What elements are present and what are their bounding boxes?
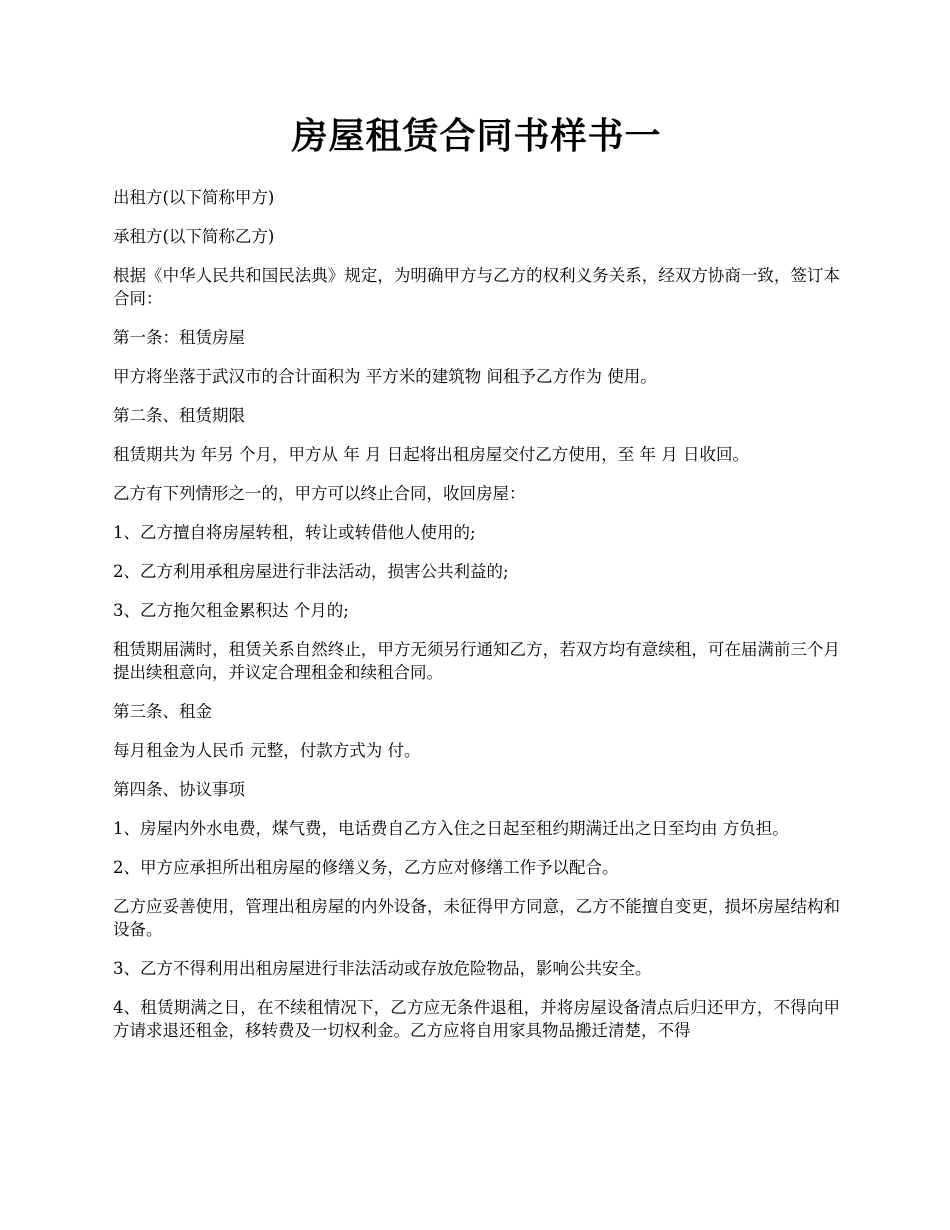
article-4-item-3: 3、乙方不得利用出租房屋进行非法活动或存放危险物品，影响公共安全。 xyxy=(113,959,652,978)
paragraph-party-b: 承租方(以下简称乙方) xyxy=(113,227,275,246)
paragraph-party-a: 出租方(以下简称甲方) xyxy=(113,188,275,207)
document-page xyxy=(113,108,840,1058)
article-4-item-2: 2、甲方应承担所出租房屋的修缮义务，乙方应对修缮工作予以配合。 xyxy=(113,858,619,877)
article-2-item-3: 3、乙方拖欠租金累积达 个月的; xyxy=(113,601,349,620)
article-1-text: 甲方将坐落于武汉市的合计面积为 平方米的建筑物 间租予乙方作为 使用。 xyxy=(113,367,657,386)
article-4-item-4: 4、租赁期满之日，在不续租情况下，乙方应无条件退租，并将房屋设备清点后归还甲方，不得向甲方请求退还租金，移转费及一切权利金。乙方应将自用家具物品搬迁清楚，不得 xyxy=(113,998,840,1040)
article-2-renewal: 租赁期届满时，租赁关系自然终止，甲方无须另行通知乙方，若双方均有意续租，可在届满前三个月提出续租意向，并议定合理租金和续租合同。 xyxy=(113,640,840,682)
article-1-heading: 第一条：租赁房屋 xyxy=(113,328,245,347)
article-4-item-1: 1、房屋内外水电费，煤气费，电话费自乙方入住之日起至租约期满迁出之日至均由 方负担。 xyxy=(113,819,789,838)
document-title: 房屋租赁合同书样书一 xyxy=(291,115,662,157)
article-2-item-2: 2、乙方利用承租房屋进行非法活动，损害公共利益的; xyxy=(113,562,509,581)
article-3-heading: 第三条、租金 xyxy=(113,702,212,721)
article-2-heading: 第二条、租赁期限 xyxy=(113,406,245,425)
article-2-item-1: 1、乙方擅自将房屋转租，转让或转借他人使用的; xyxy=(113,523,476,542)
article-4-equipment: 乙方应妥善使用，管理出租房屋的内外设备，未征得甲方同意，乙方不能擅自变更，损坏房屋结构和设备。 xyxy=(113,897,840,939)
article-2-term: 租赁期共为 年另 个月，甲方从 年 月 日起将出租房屋交付乙方使用，至 年 月 日收回。 xyxy=(113,445,749,464)
paragraph-preamble: 根据《中华人民共和国民法典》规定，为明确甲方与乙方的权利义务关系，经双方协商一致，签订本合同： xyxy=(113,266,840,308)
article-2-termination-intro: 乙方有下列情形之一的，甲方可以终止合同，收回房屋： xyxy=(113,484,526,503)
article-4-heading: 第四条、协议事项 xyxy=(113,780,245,799)
article-3-text: 每月租金为人民币 元整，付款方式为 付。 xyxy=(113,741,421,760)
